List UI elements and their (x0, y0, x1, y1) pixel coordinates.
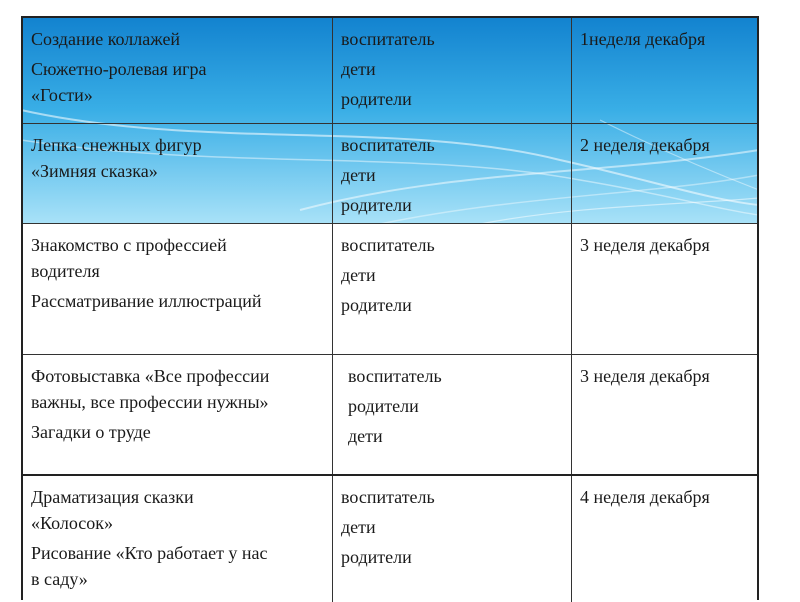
activity-line: Знакомство с профессией (31, 235, 227, 255)
participant-line: дети (341, 517, 376, 537)
participant-line: воспитатель (341, 135, 435, 155)
activity-line: Рисование «Кто работает у нас (31, 543, 268, 563)
table-row (23, 476, 757, 602)
activity-line: Лепка снежных фигур (31, 135, 202, 155)
activity-cell (23, 355, 332, 474)
activity-line: «Колосок» (31, 513, 114, 533)
activity-line: Фотовыставка «Все профессии (31, 366, 270, 386)
participant-line: дети (341, 265, 376, 285)
participant-line: дети (348, 426, 383, 446)
activity-line: «Гости» (31, 85, 93, 105)
time-text: 4 неделя декабря (580, 487, 710, 507)
activity-cell (23, 124, 332, 223)
table-row (23, 224, 757, 355)
time-text: 3 неделя декабря (580, 235, 710, 255)
participant-line: родители (341, 195, 412, 215)
participant-line: родители (341, 295, 412, 315)
table-row (23, 124, 757, 224)
activity-cell (23, 476, 332, 602)
participant-line: дети (341, 165, 376, 185)
activity-line: Драматизация сказки (31, 487, 194, 507)
participant-line: дети (341, 59, 376, 79)
activity-line: «Зимняя сказка» (31, 161, 158, 181)
participant-line: родители (348, 396, 419, 416)
activity-line: важны, все профессии нужны» (31, 392, 269, 412)
participant-line: воспитатель (341, 235, 435, 255)
activity-line: Сюжетно-ролевая игра (31, 59, 207, 79)
participants-cell (332, 476, 571, 602)
time-cell (571, 476, 757, 602)
activity-line: Загадки о труде (31, 422, 151, 442)
table-row (23, 18, 757, 124)
participants-cell (332, 224, 571, 354)
time-text: 2 неделя декабря (580, 135, 710, 155)
time-cell (571, 224, 757, 354)
participant-line: воспитатель (341, 29, 435, 49)
time-cell (571, 124, 757, 223)
table-row (23, 355, 757, 476)
time-text: 3 неделя декабря (580, 366, 710, 386)
participants-cell (332, 355, 571, 474)
activity-line: водителя (31, 261, 100, 281)
schedule-table (21, 16, 759, 600)
activity-cell (23, 18, 332, 123)
time-cell (571, 18, 757, 123)
time-text: 1неделя декабря (580, 29, 706, 49)
participant-line: воспитатель (341, 487, 435, 507)
activity-line: Создание коллажей (31, 29, 181, 49)
participant-line: родители (341, 89, 412, 109)
participant-line: родители (341, 547, 412, 567)
time-cell (571, 355, 757, 474)
activity-cell (23, 224, 332, 354)
activity-line: в саду» (31, 569, 88, 589)
participants-cell (332, 18, 571, 123)
activity-line: Рассматривание иллюстраций (31, 291, 262, 311)
participant-line: воспитатель (348, 366, 442, 386)
participants-cell (332, 124, 571, 223)
